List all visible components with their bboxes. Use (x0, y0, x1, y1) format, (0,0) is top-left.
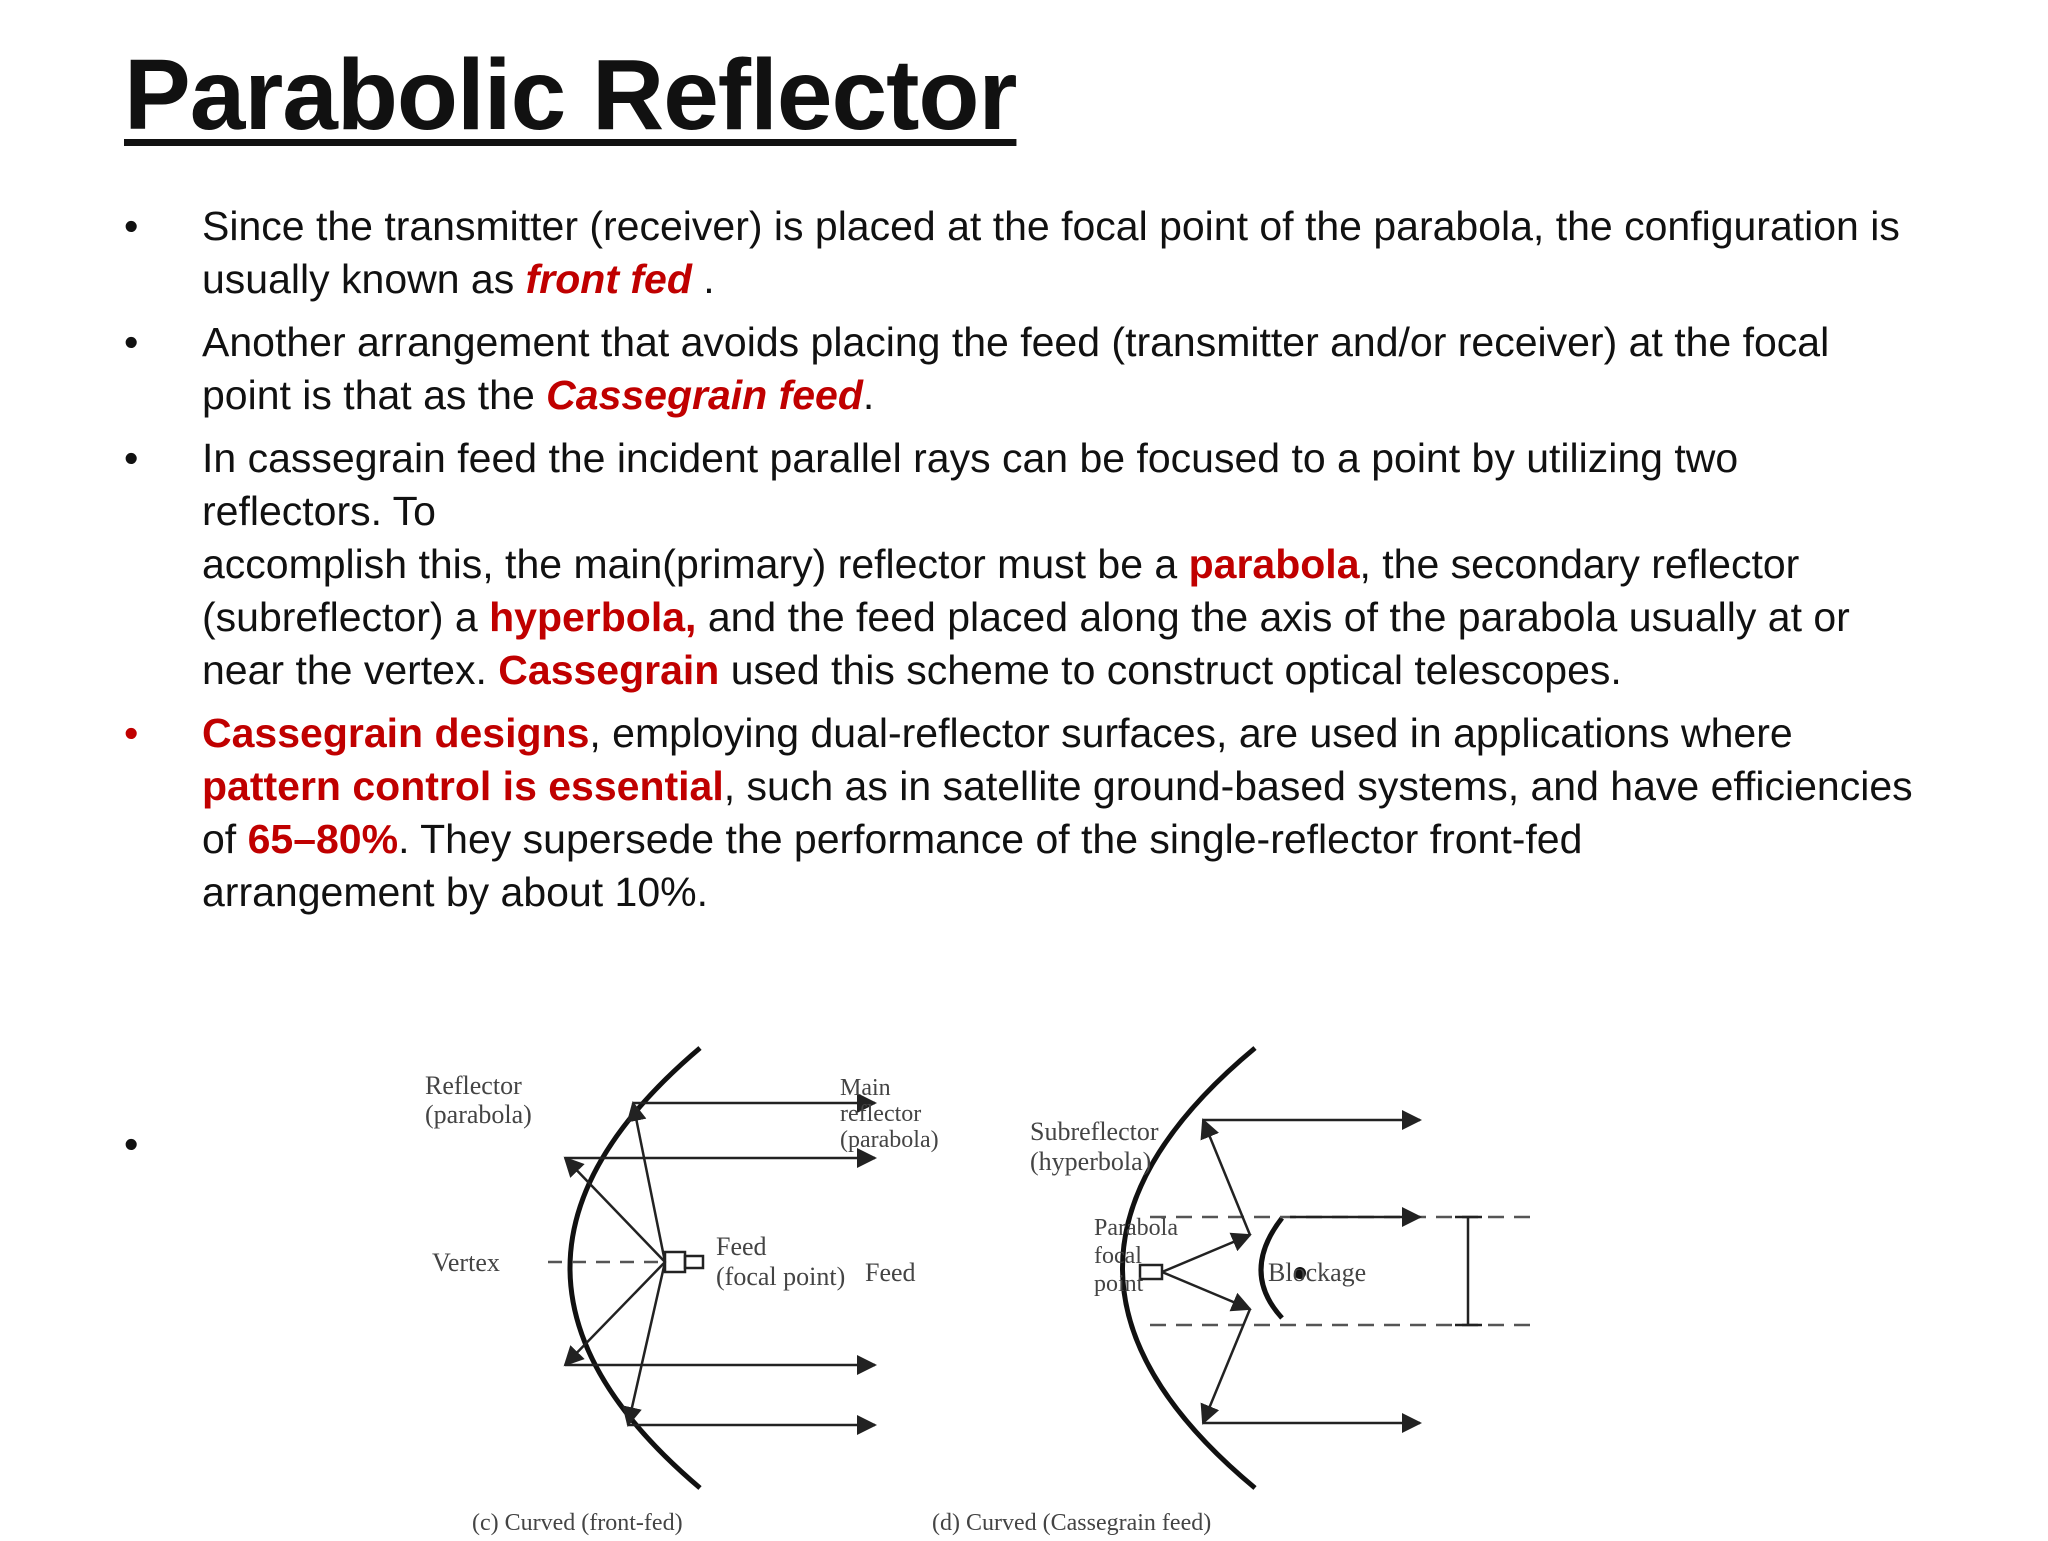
highlighted-text: Cassegrain designs (202, 710, 590, 756)
reflector-diagrams (210, 1025, 1760, 1536)
bullet-dot: • (124, 203, 139, 249)
bullet-item (124, 707, 1914, 919)
reflector-label: Reflector (425, 1071, 522, 1100)
focal-label: focal (1094, 1243, 1142, 1269)
text-run: In cassegrain feed the incident parallel rays can be focused to a point by utilizing two reflectors. To accomplish this, the main(primary) reflector must be a (202, 435, 1739, 587)
cassegrain-feed-label: Feed (865, 1258, 916, 1287)
text-run: Since the transmitter (receiver) is placed at the focal point of the parabola, the configuration is usually known as (202, 203, 1900, 302)
bullet-item (124, 316, 1914, 422)
cassegrain-diagram (840, 1048, 1530, 1536)
feed-label: Feed (716, 1232, 767, 1261)
text-run: used this scheme to construct optical telescopes. (719, 647, 1622, 693)
point-label: point (1094, 1271, 1144, 1297)
text-run: . They supersede the performance of the single-reflector front-fed arrangement by about 10%. (202, 816, 1583, 915)
bullet-list (124, 200, 1914, 1000)
highlighted-text: parabola (1188, 541, 1360, 587)
focal-point-label: (focal point) (716, 1262, 846, 1291)
text-run: Another arrangement that avoids placing the feed (transmitter and/or receiver) at the focal point is that as the (202, 319, 1830, 418)
highlighted-text: front fed (525, 256, 692, 302)
main-parabola-label: (parabola) (840, 1127, 939, 1153)
highlighted-text: Cassegrain (498, 647, 720, 693)
blockage-label: Blockage (1268, 1258, 1367, 1287)
highlighted-text: hyperbola, (489, 594, 697, 640)
text-run: , the secondary reflector (subreflector) a (202, 541, 1800, 640)
bullet-item (124, 200, 1914, 306)
bullet-dot: • (124, 319, 139, 365)
front-fed-caption: (c) Curved (front-fed) (472, 1510, 683, 1536)
bullet-dot: • (124, 710, 139, 756)
bullet-item (124, 432, 1914, 697)
text-run: and the feed placed along the axis of the parabola usually at or near the vertex. (202, 594, 1850, 693)
bullet-text (202, 710, 1913, 915)
reflector-diagram-svg (210, 1025, 1760, 1536)
text-run: . (862, 372, 875, 418)
bullet-text (202, 319, 1829, 418)
bullet-dot: • (124, 435, 139, 481)
bullet-text (202, 435, 1850, 693)
front-fed-diagram (425, 1048, 875, 1536)
highlighted-text: pattern control is essential (202, 763, 724, 809)
reflector-sublabel: (parabola) (425, 1100, 532, 1129)
empty-bullet: • (124, 1121, 139, 1167)
main-sublabel: reflector (840, 1101, 922, 1127)
vertex-label: Vertex (432, 1248, 500, 1277)
cassegrain-caption: (d) Curved (Cassegrain feed) (932, 1510, 1212, 1536)
text-run: , employing dual-reflector surfaces, are used in applications where (589, 710, 1793, 756)
highlighted-text: Cassegrain feed (546, 372, 863, 418)
main-label: Main (840, 1075, 891, 1101)
slide-title: Parabolic Reflector (124, 39, 1017, 151)
feed-horn (665, 1252, 685, 1272)
text-run: , such as in satellite ground-based systems, and have efficiencies of (202, 763, 1913, 862)
bullet-text (202, 203, 1900, 302)
parabola-focal-label: Parabola (1094, 1215, 1178, 1241)
text-run: . (691, 256, 715, 302)
hyperbola-label: (hyperbola) (1030, 1147, 1152, 1176)
highlighted-text: 65–80% (247, 816, 399, 862)
subreflector-label: Subreflector (1030, 1117, 1159, 1146)
